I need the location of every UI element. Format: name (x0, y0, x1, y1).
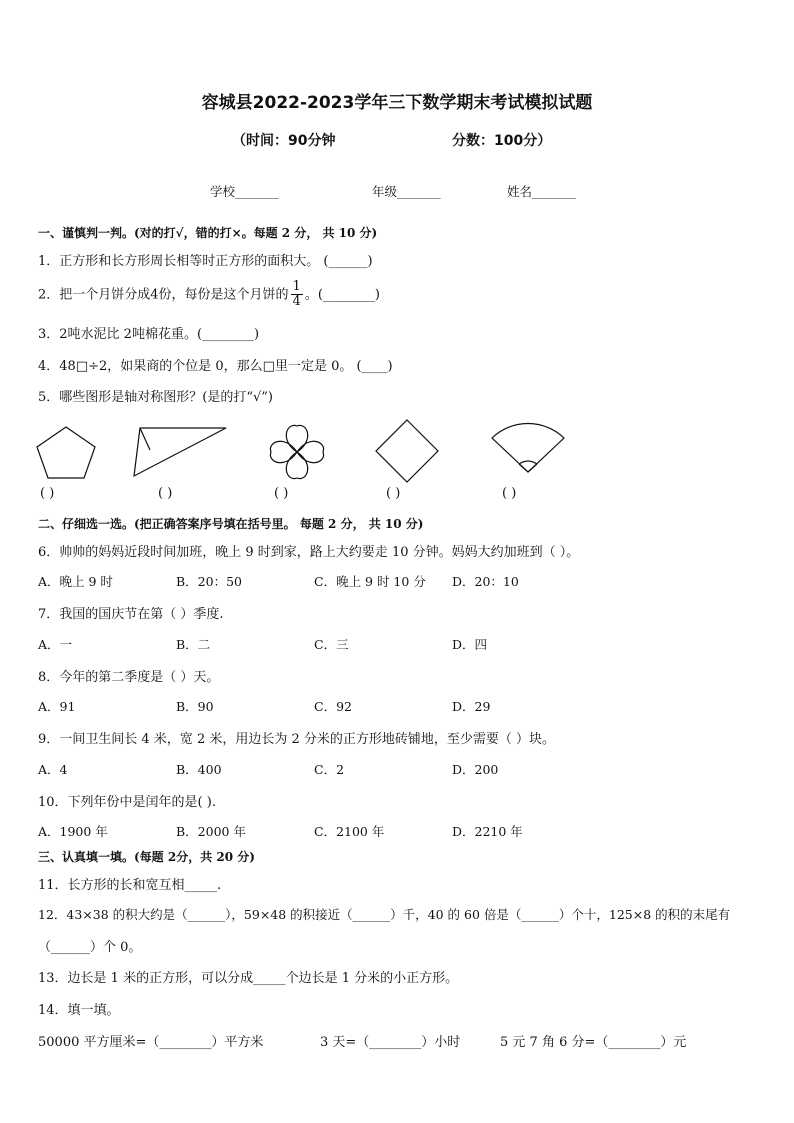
section2-header: 二、仔细选一选。(把正确答案序号填在括号里。 每题 2 分， 共 10 分) (38, 517, 424, 531)
page-title: 容城县2022-2023学年三下数学期末考试模拟试题 (201, 93, 593, 113)
question-2-blank: 。(________) (304, 287, 380, 303)
q9-option-b: B．400 (176, 762, 222, 777)
q14-item-a: 50000 平方厘米=（________）平方米 (38, 1035, 264, 1050)
q8-option-a: A．91 (38, 699, 76, 714)
q8-option-c: C．92 (314, 699, 352, 714)
answer-paren-2: ( ) (158, 486, 173, 501)
q7-option-a: A．一 (38, 637, 73, 652)
question-8: 8．今年的第二季度是（ ）天。 (38, 670, 220, 685)
q10-option-a: A．1900 年 (38, 824, 108, 839)
diamond-shape (374, 418, 440, 484)
q6-option-a: A．晚上 9 时 (38, 574, 113, 589)
q7-option-d: D．四 (452, 637, 488, 652)
question-4: 4．48□÷2，如果商的个位是 0，那么□里一定是 0。 (____) (38, 359, 393, 374)
time-label: （时间：90分钟 (232, 133, 336, 149)
section1-header: 一、谨慎判一判。(对的打√，错的打×。每题 2 分， 共 10 分) (38, 226, 378, 240)
q9-option-a: A．4 (38, 762, 68, 777)
answer-paren-1: ( ) (40, 486, 55, 501)
question-6: 6．帅帅的妈妈近段时间加班，晚上 9 时到家，路上大约要走 10 分钟。妈妈大约加班到（ ）。 (38, 545, 580, 560)
question-11: 11．长方形的长和宽互相_____. (38, 878, 222, 893)
q9-option-c: C．2 (314, 762, 345, 777)
fraction-denominator: 4 (292, 294, 301, 310)
question-2-text: 2．把一个月饼分成4份，每份是这个月饼的 (38, 287, 289, 303)
question-10: 10．下列年份中是闰年的是( ). (38, 795, 216, 810)
section3-header: 三、认真填一填。(每题 2分，共 20 分) (38, 850, 255, 864)
answer-paren-3: ( ) (274, 486, 289, 501)
q14-item-b: 3 天=（________）小时 (320, 1035, 461, 1050)
q9-option-d: D．200 (452, 762, 499, 777)
q6-option-c: C．晚上 9 时 10 分 (314, 574, 426, 589)
score-label: 分数：100分） (452, 133, 552, 149)
question-1: 1．正方形和长方形周长相等时正方形的面积大。 (______) (38, 254, 373, 269)
question-12-line1: 12．43×38 的积大约是（______），59×48 的积接近（______）千，40 的 60 倍是（______）个十，125×8 的积的末尾有 (38, 907, 731, 922)
name-field: 姓名_______ (507, 184, 576, 199)
four-leaf-flower-shape (265, 420, 329, 484)
q6-option-d: D．20：10 (452, 574, 519, 589)
answer-paren-5: ( ) (502, 486, 517, 501)
q10-option-b: B．2000 年 (176, 824, 246, 839)
q10-option-d: D．2210 年 (452, 824, 523, 839)
q8-option-d: D．29 (452, 699, 491, 714)
q6-option-b: B．20：50 (176, 574, 242, 589)
pentagon-shape (34, 424, 98, 480)
question-3: 3．2吨水泥比 2吨棉花重。(________) (38, 327, 260, 342)
fan-shape (488, 418, 568, 478)
grade-field: 年级_______ (372, 184, 441, 199)
q14-item-c: 5 元 7 角 6 分=（________）元 (500, 1035, 687, 1050)
question-12-line2: （______）个 0。 (38, 940, 142, 955)
q8-option-b: B．90 (176, 699, 214, 714)
question-7: 7．我国的国庆节在第（ ）季度. (38, 607, 224, 622)
triangle-shape (132, 424, 230, 480)
fraction-numerator: 1 (292, 279, 301, 294)
question-13: 13．边长是 1 米的正方形，可以分成_____个边长是 1 分米的小正方形。 (38, 971, 459, 986)
question-9: 9．一间卫生间长 4 米，宽 2 米，用边长为 2 分米的正方形地砖铺地，至少需要（ ）块。 (38, 732, 556, 747)
question-2 (38, 280, 380, 310)
fraction-one-quarter (291, 280, 303, 310)
q7-option-c: C．三 (314, 637, 349, 652)
q10-option-c: C．2100 年 (314, 824, 385, 839)
question-5: 5．哪些图形是轴对称图形？(是的打“√”) (38, 390, 273, 405)
answer-paren-4: ( ) (386, 486, 401, 501)
school-field: 学校_______ (210, 184, 279, 199)
q7-option-b: B．二 (176, 637, 211, 652)
question-14: 14．填一填。 (38, 1003, 120, 1018)
